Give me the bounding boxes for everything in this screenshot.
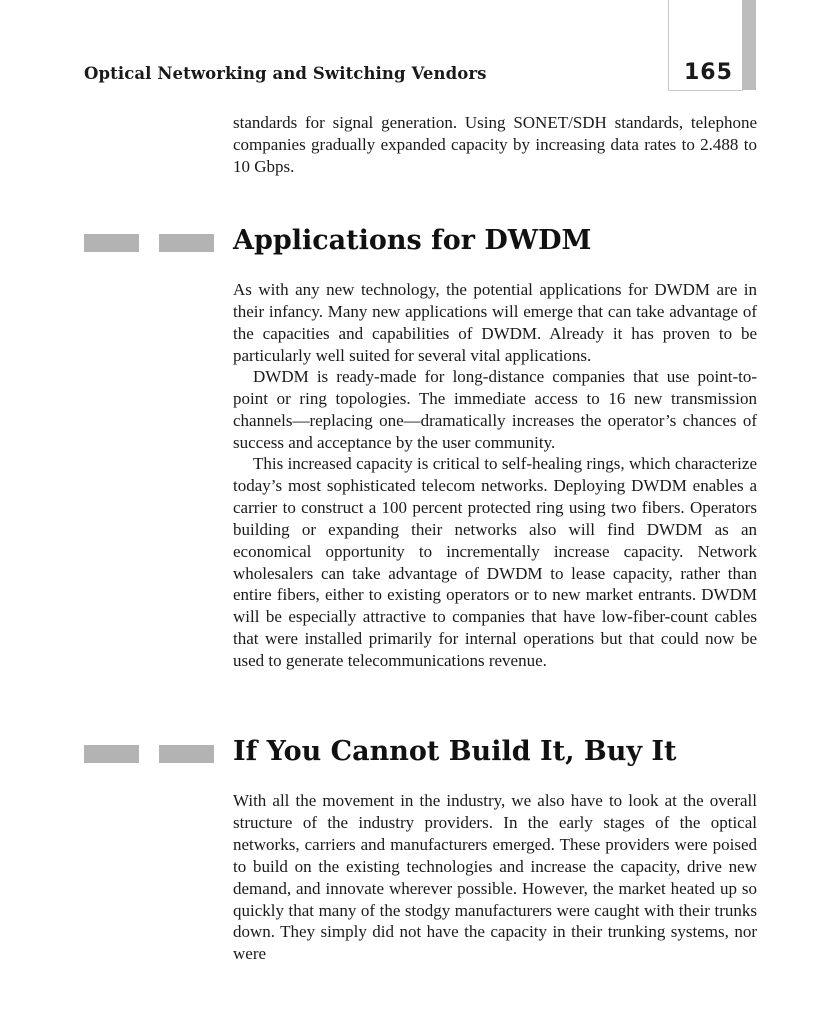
- page-number: 165: [684, 60, 733, 85]
- section-heading-applications: Applications for DWDM: [233, 225, 592, 256]
- running-head: Optical Networking and Switching Vendors: [84, 64, 487, 83]
- section2-paragraph-1: With all the movement in the industry, we also have to look at the overall structure of the industry providers. In the early stages of the optical networks, carriers and manufacturers emerged. These providers were poised to build on the existing technologies and increase the capacity, drive new demand, and innovate wherever possible. However, the market heated up so quickly that many of the stodgy manufacturers were caught with their trunks down. They simply did not have the capacity in their trunking systems, nor were: [233, 791, 757, 964]
- heading-bar-right: [159, 745, 214, 763]
- section1-paragraph-3: This increased capacity is critical to self-healing rings, which characterize today’s most sophisticated telecom networks. Deploying DWDM enables a carrier to construct a 100 percent protected ring using two fibers. Operators building or expanding their networks also will find DWDM as an economical opportunity to incrementally increase capacity. Network wholesalers can take advantage of DWDM to lease capacity, rather than entire fibers, either to existing operators or to new market entrants. DWDM will be especially attractive to companies that have low-fiber-count cables that were installed primarily for internal operations but that could now be used to generate telecommunications revenue.: [233, 454, 757, 671]
- intro-paragraph: standards for signal generation. Using SONET/SDH standards, telephone companies gradually expanded capacity by increasing data rates to 2.488 to 10 Gbps.: [233, 113, 757, 176]
- heading-bar-left: [84, 234, 139, 252]
- heading-bar-right: [159, 234, 214, 252]
- folio-tab-bar: [742, 0, 756, 90]
- section1-paragraph-2: DWDM is ready-made for long-distance companies that use point-to-point or ring topologies. The immediate access to 16 new transmission channels—replacing one—dramatically increases the operator’s chances of success and acceptance by the user community.: [233, 367, 757, 452]
- section-heading-build-buy: If You Cannot Build It, Buy It: [233, 736, 677, 767]
- heading-bar-left: [84, 745, 139, 763]
- section1-paragraph-1: As with any new technology, the potential applications for DWDM are in their infancy. Many new applications will emerge that can take advantage of the capacities and capabilities of DWDM. Already it has proven to be particularly well suited for several vital applications.: [233, 280, 757, 365]
